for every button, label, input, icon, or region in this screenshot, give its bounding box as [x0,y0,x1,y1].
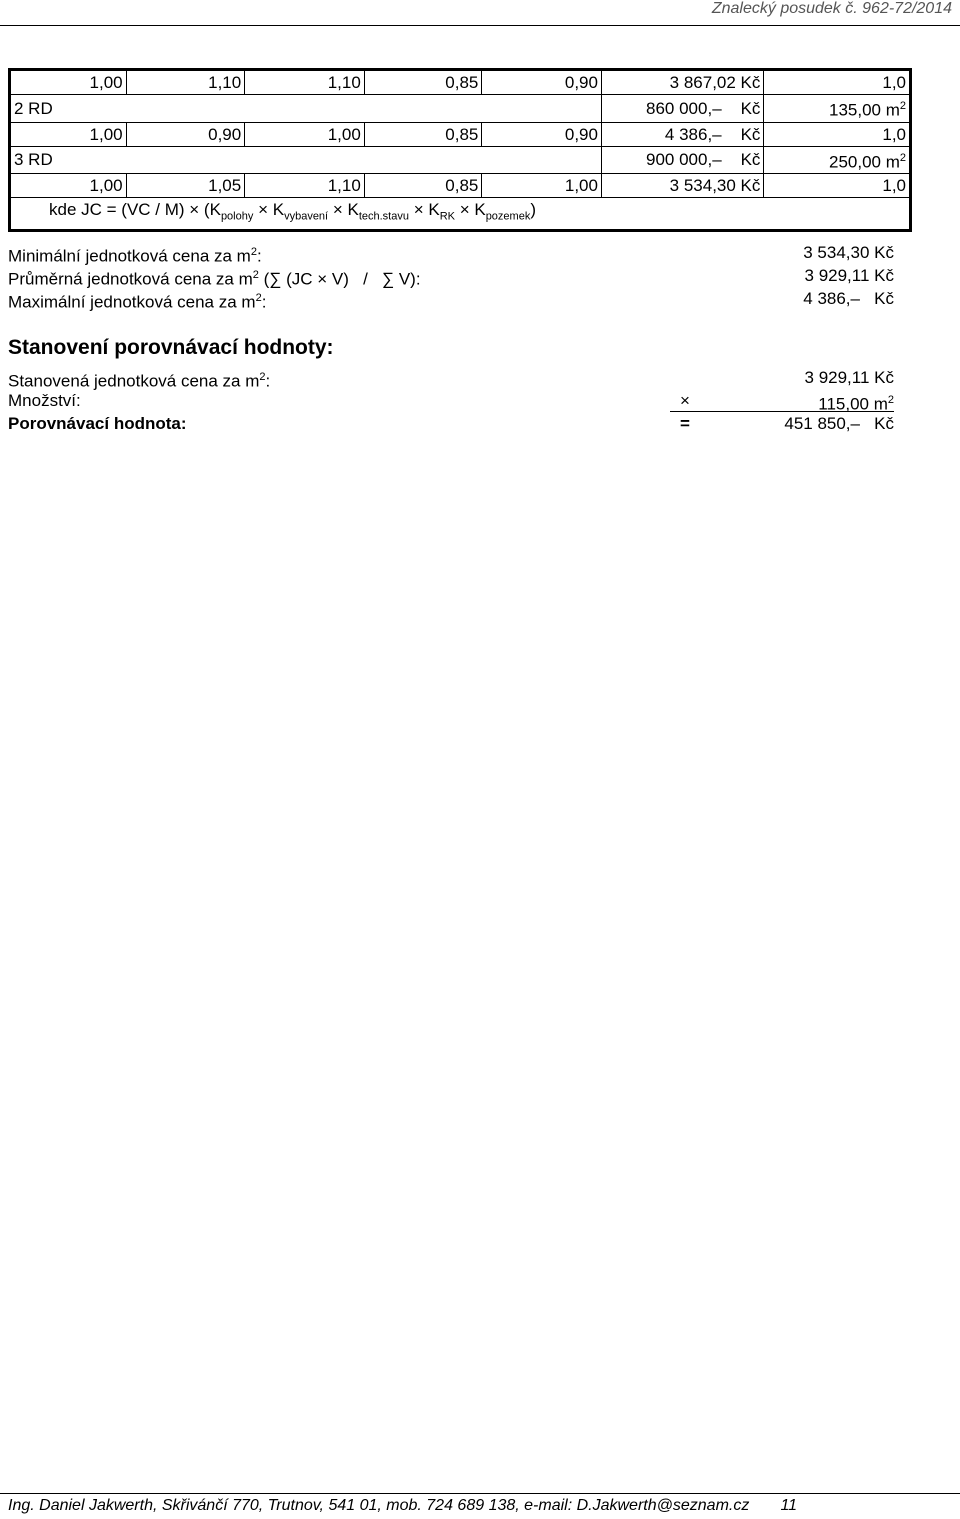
table-cell: 0,90 [482,122,602,146]
table-row [10,122,911,146]
formula-part: × K [253,200,285,220]
price-currency: Kč [740,98,761,118]
avg-formula: (∑ (JC × V) / ∑ V): [258,269,421,289]
table-cell: 1,00 [245,122,365,146]
table-cell: 3 534,30 Kč [601,174,763,198]
avg-value: 3 929,11 Kč [804,266,894,285]
table-cell [601,146,763,174]
document-header: Znalecký posudek č. 962-72/2014 [711,0,952,17]
unit-price-sup: 2 [259,371,266,383]
table-row [10,174,911,198]
formula-row [10,198,911,230]
table-cell: 0,85 [364,174,482,198]
table-cell [764,146,911,174]
summary-min-row [8,241,894,264]
comparison-table [8,68,912,232]
document-footer: Ing. Daniel Jakwerth, Skřivánčí 770, Trutnov, 541 01, mob. 724 689 138, e-mail: D.Jakwerth@seznam.cz 11 [8,1497,798,1514]
table-cell: 0,90 [126,122,245,146]
min-label: Minimální jednotková cena za m [8,246,251,266]
avg-sup: 2 [252,269,259,281]
footer-rule [0,1493,960,1494]
table-cell: 1,00 [10,174,127,198]
area-sup: 2 [899,100,906,112]
table-cell: 0,90 [482,70,602,95]
table-cell: 2 RD [10,95,602,123]
table-cell: 1,05 [126,174,245,198]
header-rule [0,25,960,26]
price-currency: Kč [740,150,761,170]
max-sup: 2 [255,292,262,304]
table-cell: 1,0 [764,174,911,198]
formula-part: kde JC = (VC / M) × (K [49,200,221,220]
max-value: 4 386,– Kč [803,289,894,308]
formula-sub: RK [439,210,455,223]
table-cell: 1,00 [10,70,127,95]
amount-value: 4 386,– [664,124,722,144]
max-colon: : [261,292,267,312]
total-label: Porovnávací hodnota: [8,414,187,433]
table-cell: 1,00 [10,122,127,146]
formula-part: × K [408,200,440,220]
table-cell [764,95,911,123]
table-row [10,70,911,95]
area-sup: 2 [899,151,906,164]
comparative-value-block [8,366,894,435]
price-value: 900 000,– [646,150,722,170]
summary-avg-row [8,264,894,287]
formula-text [10,198,911,230]
table-cell: 0,85 [364,70,482,95]
unit-price-row [8,366,894,389]
area-value: 135,00 m [828,100,900,120]
table-cell: 3 RD [10,146,602,174]
formula-part: × K [328,200,359,220]
equals-sign: = [680,414,690,433]
table-cell: 1,0 [764,70,911,95]
formula-sub: pozemek [485,210,531,223]
price-summary [8,241,894,310]
min-sup: 2 [250,246,257,258]
formula-part: ) [530,200,536,220]
unit-price-colon: : [265,371,271,391]
quantity-number: 115,00 m [818,394,888,414]
table-cell: 1,10 [245,70,365,95]
multiply-sign: × [680,391,690,410]
table-cell: 1,00 [482,174,602,198]
quantity-label: Množství: [8,391,81,410]
total-value: 451 850,– Kč [784,414,894,433]
section-title: Stanovení porovnávací hodnoty: [8,336,334,359]
total-row [8,412,894,435]
formula-sub: polohy [220,210,254,223]
quantity-sup: 2 [887,394,894,406]
table-cell: 1,10 [245,174,365,198]
table-cell [601,122,763,146]
formula-part: × K [454,200,486,220]
min-colon: : [256,246,262,266]
unit-price-label: Stanovená jednotková cena za m [8,371,260,391]
quantity-row [8,389,894,412]
summary-max-row [8,287,894,310]
table-cell: 1,10 [126,70,245,95]
table-row [10,146,911,174]
table-cell: 1,0 [764,122,911,146]
table-cell [601,95,763,123]
formula-sub: tech.stavu [358,210,409,223]
area-value: 250,00 m [828,152,900,172]
unit-price-value: 3 929,11 Kč [804,368,894,387]
amount-currency: Kč [740,124,761,144]
avg-label: Průměrná jednotková cena za m [8,269,253,289]
formula-sub: vybavení [284,210,329,223]
price-value: 860 000,– [646,98,722,118]
table-row [10,95,911,123]
max-label: Maximální jednotková cena za m [8,292,256,312]
table-cell: 3 867,02 Kč [601,70,763,95]
table-cell: 0,85 [364,122,482,146]
min-value: 3 534,30 Kč [803,243,894,262]
